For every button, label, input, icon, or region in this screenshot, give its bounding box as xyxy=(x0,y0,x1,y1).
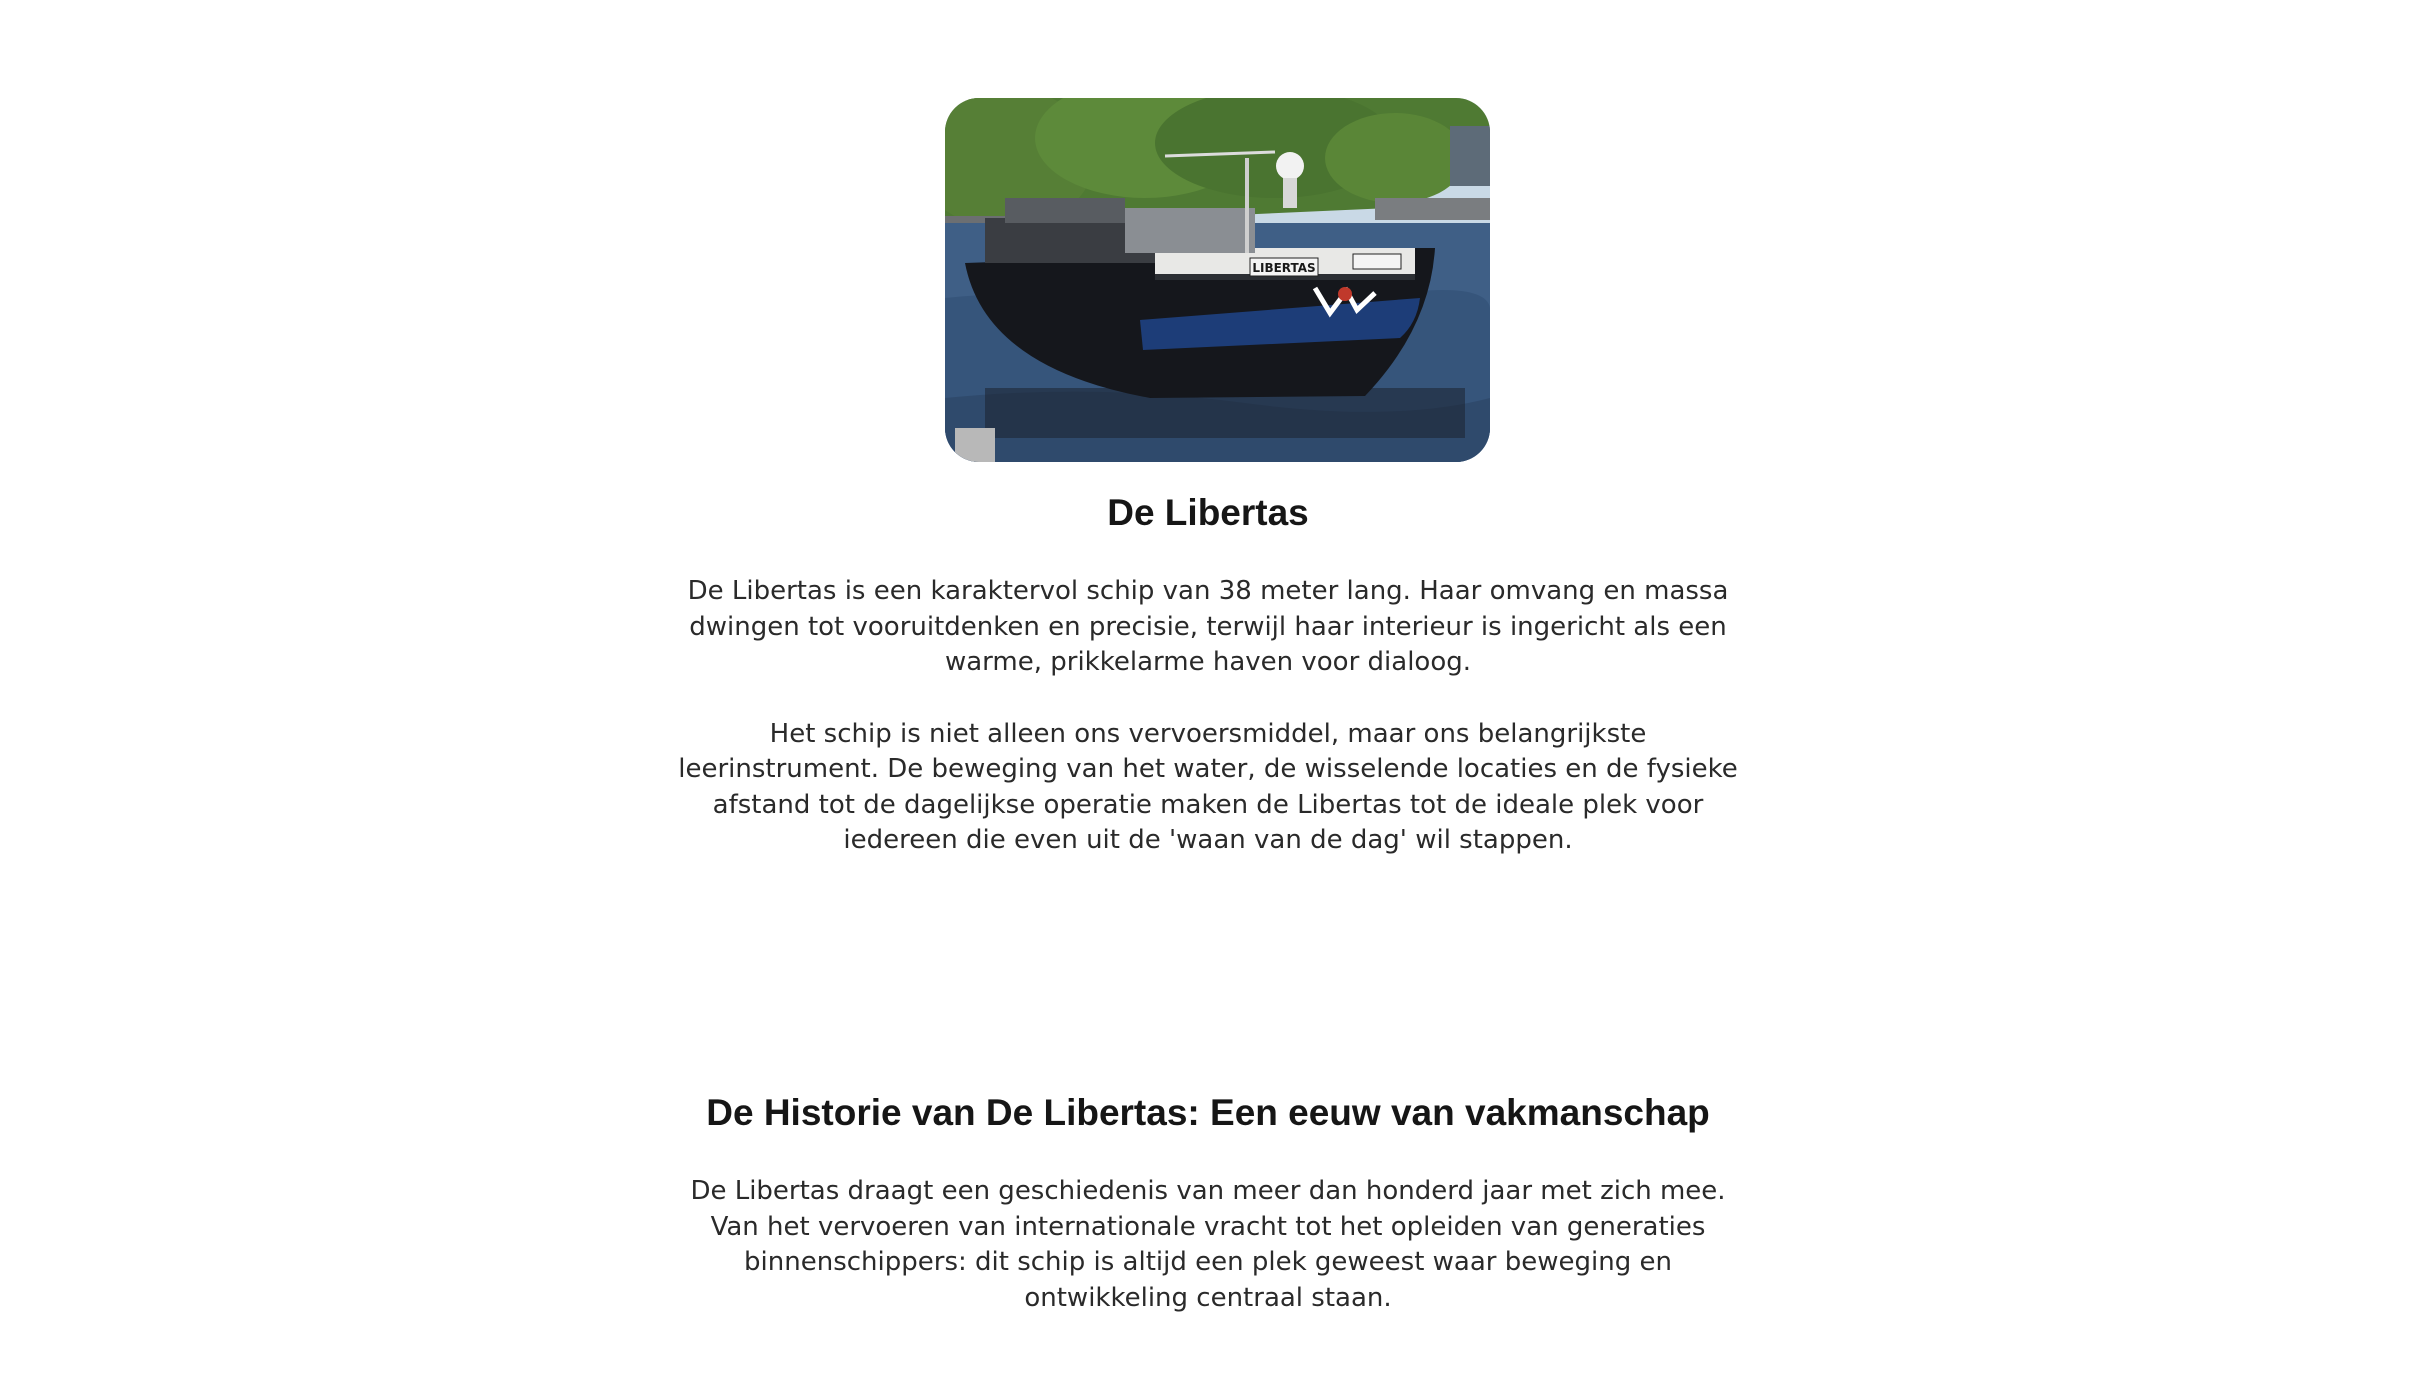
history-title: De Historie van De Libertas: Een eeuw van vakmanschap xyxy=(706,1092,1710,1133)
boat-purpose-paragraph: Het schip is niet alleen ons vervoersmiddel, maar ons belangrijkste leerinstrument. De beweging van het water, de wisselende locaties en de fysieke afstand tot de dagelijkse operatie maken de Libertas tot de ideale plek voor iedereen die even uit de 'waan van de dag' wil stappen. xyxy=(678,718,1738,855)
about-section xyxy=(0,98,2416,859)
hull-name-label: LIBERTAS xyxy=(1251,261,1316,275)
history-section xyxy=(0,1090,2416,1316)
history-paragraph: De Libertas draagt een geschiedenis van meer dan honderd jaar met zich mee. Van het vervoeren van internationale vracht tot het opleiden van generaties binnenschippers: dit schip is altijd een plek geweest waar beweging en ontwikkeling centraal staan. xyxy=(690,1176,1726,1313)
boat-description-paragraph: De Libertas is een karaktervol schip van 38 meter lang. Haar omvang en massa dwingen tot vooruitdenken en precisie, terwijl haar interieur is ingericht als een warme, prikkelarme haven voor dialoog. xyxy=(687,576,1729,677)
boat-photo xyxy=(945,98,1490,462)
boat-title: De Libertas xyxy=(1107,492,1309,533)
